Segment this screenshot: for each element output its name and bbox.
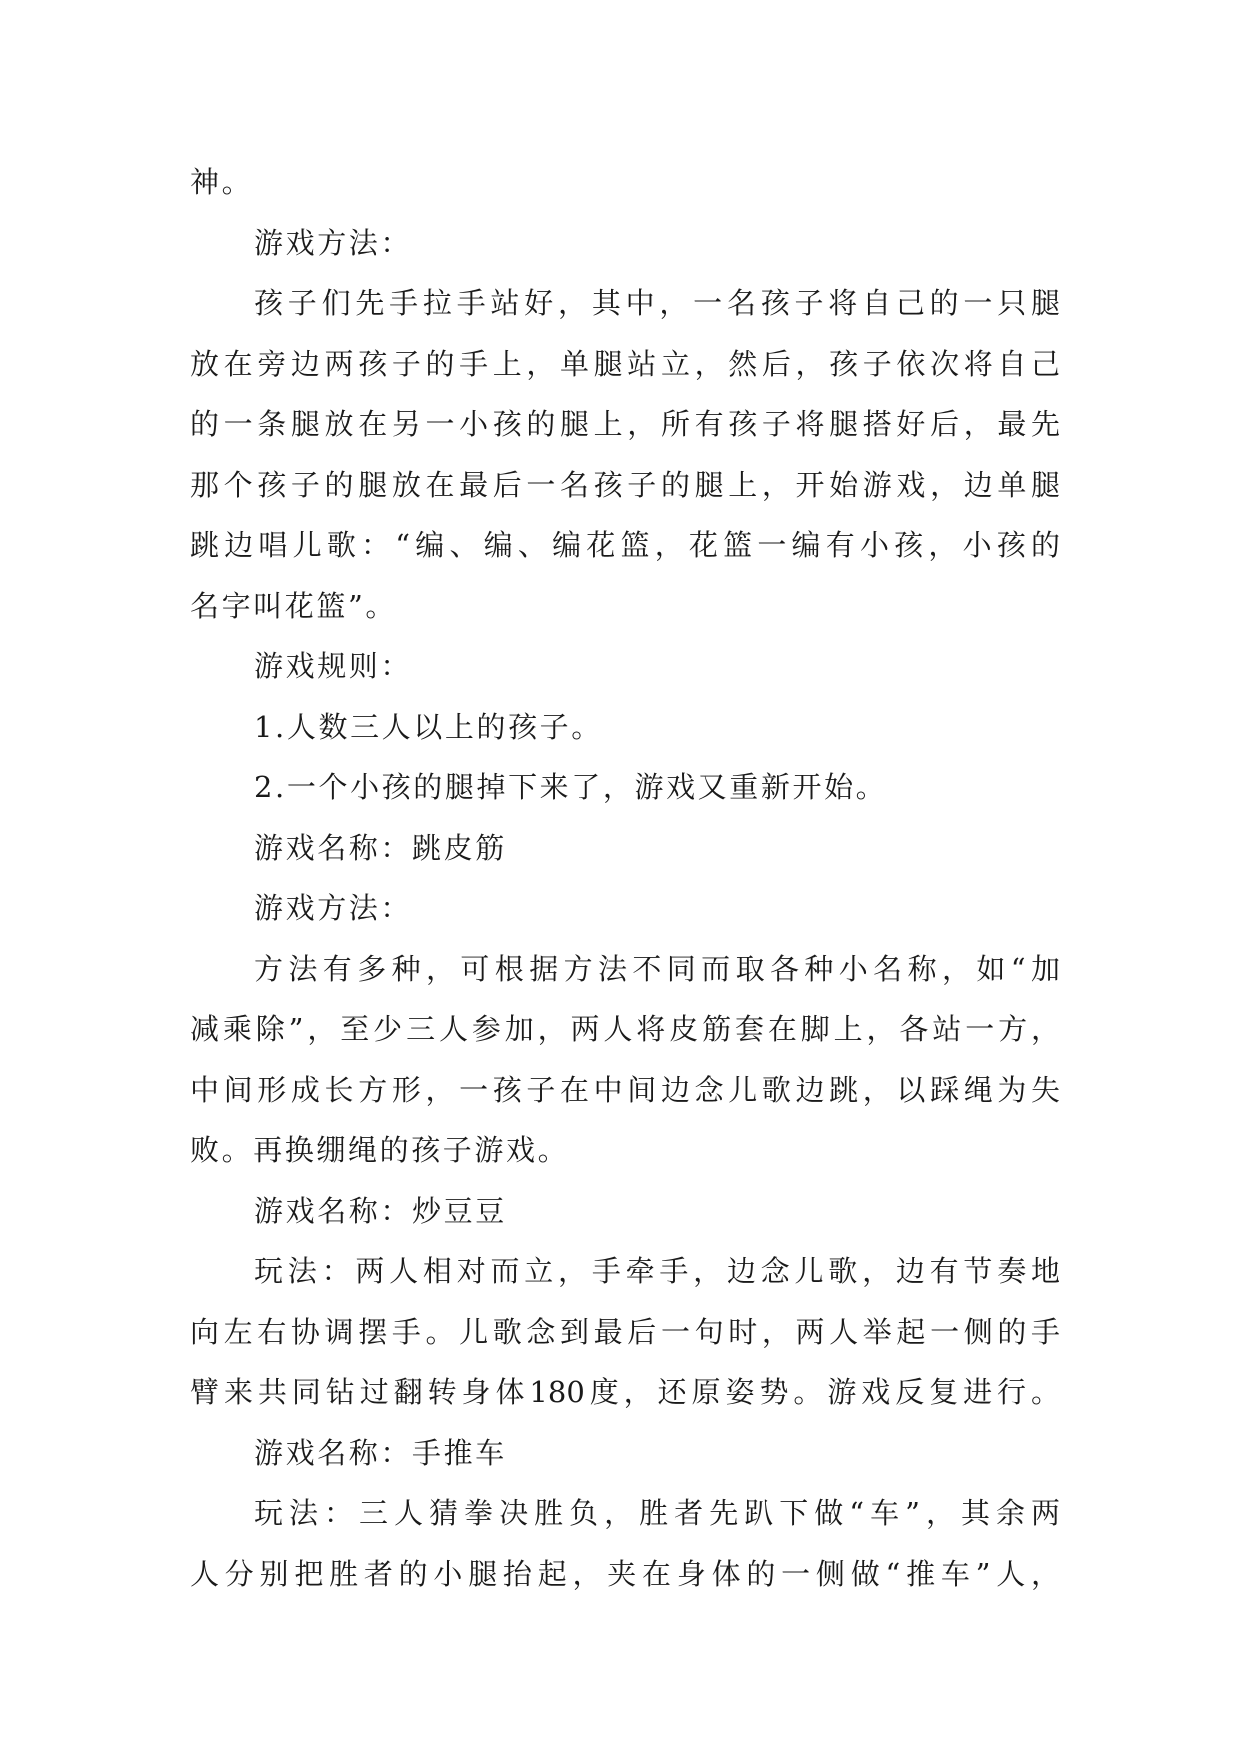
text-line: 方法有多种，可根据方法不同而取各种小名称，如“加 xyxy=(254,951,1060,986)
document-body xyxy=(190,152,1060,1604)
text-line: 败。再换绷绳的孩子游戏。 xyxy=(190,1133,570,1167)
text-line: 游戏方法： xyxy=(254,891,413,925)
text-line: 中间形成长方形，一孩子在中间边念儿歌边跳，以踩绳为失 xyxy=(190,1072,1060,1107)
text-line: 游戏名称：跳皮筋 xyxy=(254,830,507,865)
text-line: 玩法：两人相对而立，手牵手，边念儿歌，边有节奏地 xyxy=(254,1254,1060,1288)
text-line: 1.人数三人以上的孩子。 xyxy=(254,709,603,744)
text-line: 名字叫花篮”。 xyxy=(190,588,398,623)
text-line: 跳边唱儿歌：“编、编、编花篮，花篮一编有小孩，小孩的 xyxy=(190,528,1060,562)
text-line: 2.一个小孩的腿掉下来了，游戏又重新开始。 xyxy=(254,770,888,804)
text-line: 神。 xyxy=(190,165,254,199)
text-line: 孩子们先手拉手站好，其中，一名孩子将自己的一只腿 xyxy=(254,286,1060,320)
text-line: 那个孩子的腿放在最后一名孩子的腿上，开始游戏，边单腿 xyxy=(190,467,1060,502)
text-line: 的一条腿放在另一小孩的腿上，所有孩子将腿搭好后，最先 xyxy=(190,407,1060,441)
text-line: 向左右协调摆手。儿歌念到最后一句时，两人举起一侧的手 xyxy=(190,1314,1060,1349)
text-line: 放在旁边两孩子的手上，单腿站立，然后，孩子依次将自己 xyxy=(190,346,1060,381)
text-line: 玩法：三人猜拳决胜负，胜者先趴下做“车”，其余两 xyxy=(254,1496,1060,1530)
text-line: 游戏规则： xyxy=(254,649,413,683)
text-line: 游戏名称：手推车 xyxy=(254,1435,507,1470)
text-line: 减乘除”，至少三人参加，两人将皮筋套在脚上，各站一方， xyxy=(190,1012,1060,1046)
text-line: 游戏方法： xyxy=(254,225,413,260)
text-line: 人分别把胜者的小腿抬起，夹在身体的一侧做“推车”人， xyxy=(190,1556,1060,1591)
text-line: 游戏名称：炒豆豆 xyxy=(254,1193,507,1228)
text-line: 臂来共同钻过翻转身体180度，还原姿势。游戏反复进行。 xyxy=(190,1375,1060,1409)
